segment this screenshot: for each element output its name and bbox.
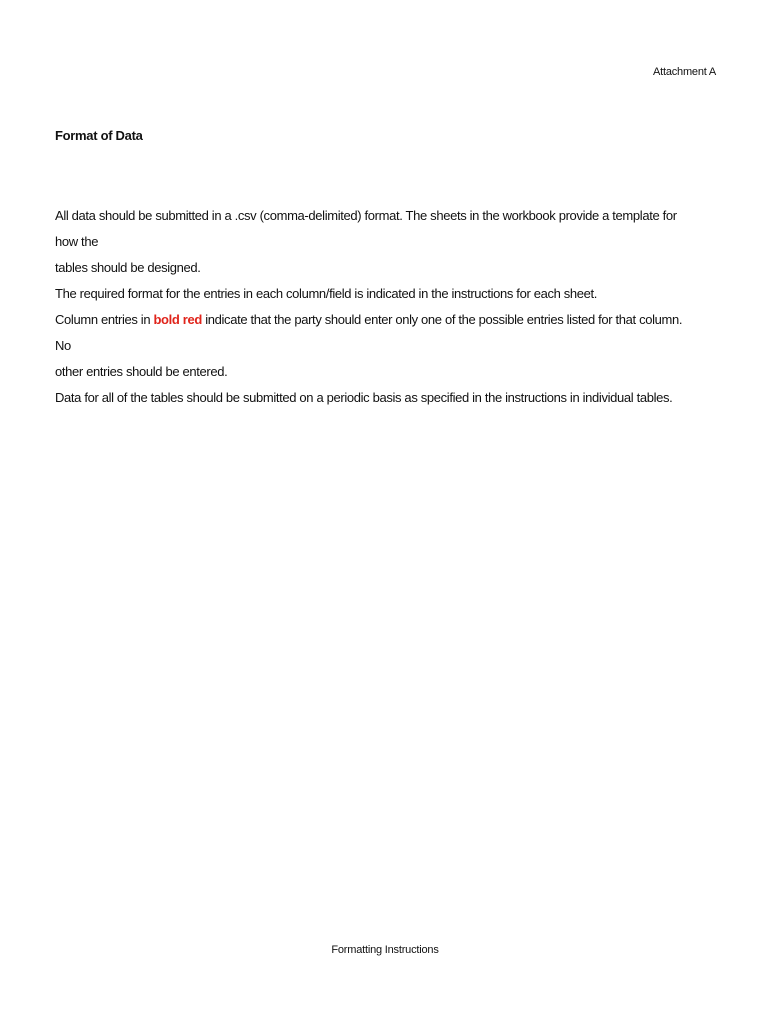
paragraph-periodic-basis: Data for all of the tables should be submitted on a periodic basis as specified in the instructions in individual tables. <box>55 390 673 405</box>
attachment-label: Attachment A <box>652 66 716 78</box>
footer-label: Formatting Instructions <box>331 944 439 956</box>
paragraph-csv-format-line2: tables should be designed. <box>55 260 201 275</box>
paragraph-bold-red <box>55 307 695 385</box>
body-text <box>55 203 695 411</box>
paragraph-csv-format-line1: All data should be submitted in a .csv (comma-delimited) format. The sheets in the workbook provide a template for how the <box>55 208 677 249</box>
bold-red-emphasis: bold red <box>153 312 202 327</box>
bold-red-rest: indicate that the party should enter only one of the possible entries listed for that column. No <box>55 312 683 353</box>
section-title: Format of Data <box>55 128 143 143</box>
bold-red-continuation: other entries should be entered. <box>55 364 228 379</box>
bold-red-intro: Column entries in <box>55 312 154 327</box>
paragraph-required-format: The required format for the entries in each column/field is indicated in the instructions for each sheet. <box>55 286 598 301</box>
paragraph-csv-format <box>55 203 695 281</box>
